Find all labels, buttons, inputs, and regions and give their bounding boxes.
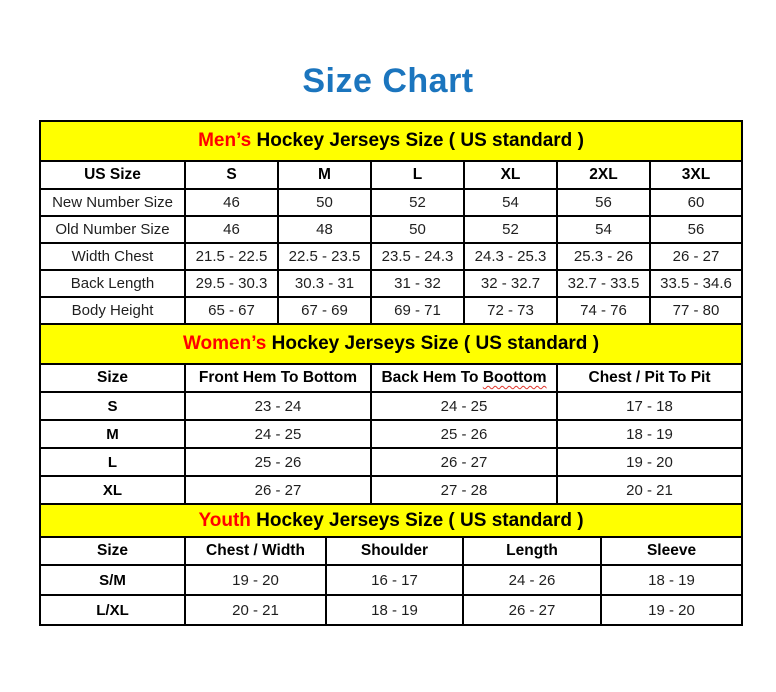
men-band-text: Hockey Jerseys Size ( US standard ) <box>251 130 584 151</box>
women-row-label: M <box>40 420 185 448</box>
men-column-header: XL <box>464 161 557 189</box>
women-table-row <box>40 448 742 476</box>
men-table-row <box>40 189 742 216</box>
men-cell-value: 21.5 - 22.5 <box>185 243 278 270</box>
men-cell-value: 67 - 69 <box>278 297 371 324</box>
women-row-label: S <box>40 392 185 420</box>
men-row-label: Body Height <box>40 297 185 324</box>
men-cell-value: 69 - 71 <box>371 297 464 324</box>
women-section-band <box>40 324 742 364</box>
youth-cell-value: 18 - 19 <box>326 595 463 625</box>
youth-cell-value: 18 - 19 <box>601 565 742 595</box>
size-chart <box>39 120 741 626</box>
youth-band-text: Hockey Jerseys Size ( US standard ) <box>250 509 584 531</box>
men-cell-value: 46 <box>185 189 278 216</box>
men-cell-value: 52 <box>371 189 464 216</box>
women-cell-value: 24 - 25 <box>185 420 371 448</box>
men-row-label: Old Number Size <box>40 216 185 243</box>
women-cell-value: 23 - 24 <box>185 392 371 420</box>
women-size-table <box>39 323 743 505</box>
youth-section-band <box>40 504 742 537</box>
men-cell-value: 32.7 - 33.5 <box>557 270 650 297</box>
women-cell-value: 24 - 25 <box>371 392 557 420</box>
men-row-label: Back Length <box>40 270 185 297</box>
youth-cell-value: 19 - 20 <box>601 595 742 625</box>
youth-cell-value: 26 - 27 <box>463 595 601 625</box>
men-size-table <box>39 120 743 325</box>
women-misspelled-word: Boottom <box>482 369 547 386</box>
youth-column-header: Length <box>463 537 601 565</box>
men-cell-value: 65 - 67 <box>185 297 278 324</box>
men-table-row <box>40 216 742 243</box>
women-band-text: Hockey Jerseys Size ( US standard ) <box>266 333 600 354</box>
men-cell-value: 72 - 73 <box>464 297 557 324</box>
men-cell-value: 25.3 - 26 <box>557 243 650 270</box>
men-cell-value: 33.5 - 34.6 <box>650 270 742 297</box>
men-cell-value: 48 <box>278 216 371 243</box>
women-table-row <box>40 476 742 504</box>
men-cell-value: 30.3 - 31 <box>278 270 371 297</box>
women-cell-value: 19 - 20 <box>557 448 742 476</box>
women-cell-value: 25 - 26 <box>371 420 557 448</box>
men-cell-value: 52 <box>464 216 557 243</box>
women-column-header: Chest / Pit To Pit <box>557 364 742 392</box>
men-cell-value: 31 - 32 <box>371 270 464 297</box>
youth-row-label: S/M <box>40 565 185 595</box>
men-band-highlight: Men’s <box>198 130 252 151</box>
men-cell-value: 50 <box>371 216 464 243</box>
men-column-header: L <box>371 161 464 189</box>
women-cell-value: 18 - 19 <box>557 420 742 448</box>
men-cell-value: 32 - 32.7 <box>464 270 557 297</box>
youth-size-table <box>39 503 743 626</box>
women-cell-value: 27 - 28 <box>371 476 557 504</box>
men-row-label: New Number Size <box>40 189 185 216</box>
men-column-header: US Size <box>40 161 185 189</box>
youth-cell-value: 19 - 20 <box>185 565 326 595</box>
women-table-row <box>40 420 742 448</box>
youth-table-row <box>40 565 742 595</box>
men-row-label: Width Chest <box>40 243 185 270</box>
women-cell-value: 25 - 26 <box>185 448 371 476</box>
men-cell-value: 22.5 - 23.5 <box>278 243 371 270</box>
women-column-header: Size <box>40 364 185 392</box>
men-table-row <box>40 270 742 297</box>
women-column-header <box>371 364 557 392</box>
women-row-label: XL <box>40 476 185 504</box>
page-title: Size Chart <box>302 62 474 100</box>
men-section-band <box>40 121 742 161</box>
youth-table-row <box>40 595 742 625</box>
women-cell-value: 26 - 27 <box>371 448 557 476</box>
men-column-header: 3XL <box>650 161 742 189</box>
youth-column-header: Chest / Width <box>185 537 326 565</box>
youth-column-header: Shoulder <box>326 537 463 565</box>
youth-cell-value: 20 - 21 <box>185 595 326 625</box>
men-table-row <box>40 243 742 270</box>
men-cell-value: 54 <box>557 216 650 243</box>
youth-cell-value: 16 - 17 <box>326 565 463 595</box>
women-column-header-prefix: Back Hem To <box>381 369 483 386</box>
women-cell-value: 26 - 27 <box>185 476 371 504</box>
women-cell-value: 20 - 21 <box>557 476 742 504</box>
men-cell-value: 56 <box>650 216 742 243</box>
women-column-header: Front Hem To Bottom <box>185 364 371 392</box>
men-cell-value: 24.3 - 25.3 <box>464 243 557 270</box>
men-cell-value: 60 <box>650 189 742 216</box>
men-cell-value: 77 - 80 <box>650 297 742 324</box>
men-cell-value: 46 <box>185 216 278 243</box>
men-cell-value: 74 - 76 <box>557 297 650 324</box>
men-cell-value: 54 <box>464 189 557 216</box>
men-cell-value: 50 <box>278 189 371 216</box>
youth-column-header: Size <box>40 537 185 565</box>
men-cell-value: 56 <box>557 189 650 216</box>
men-cell-value: 26 - 27 <box>650 243 742 270</box>
men-cell-value: 23.5 - 24.3 <box>371 243 464 270</box>
men-cell-value: 29.5 - 30.3 <box>185 270 278 297</box>
women-row-label: L <box>40 448 185 476</box>
women-table-row <box>40 392 742 420</box>
men-table-row <box>40 297 742 324</box>
youth-band-highlight: Youth <box>198 509 251 531</box>
women-band-highlight: Women’s <box>182 333 267 354</box>
men-column-header: S <box>185 161 278 189</box>
men-column-header: 2XL <box>557 161 650 189</box>
women-cell-value: 17 - 18 <box>557 392 742 420</box>
youth-cell-value: 24 - 26 <box>463 565 601 595</box>
men-column-header: M <box>278 161 371 189</box>
youth-column-header: Sleeve <box>601 537 742 565</box>
youth-row-label: L/XL <box>40 595 185 625</box>
